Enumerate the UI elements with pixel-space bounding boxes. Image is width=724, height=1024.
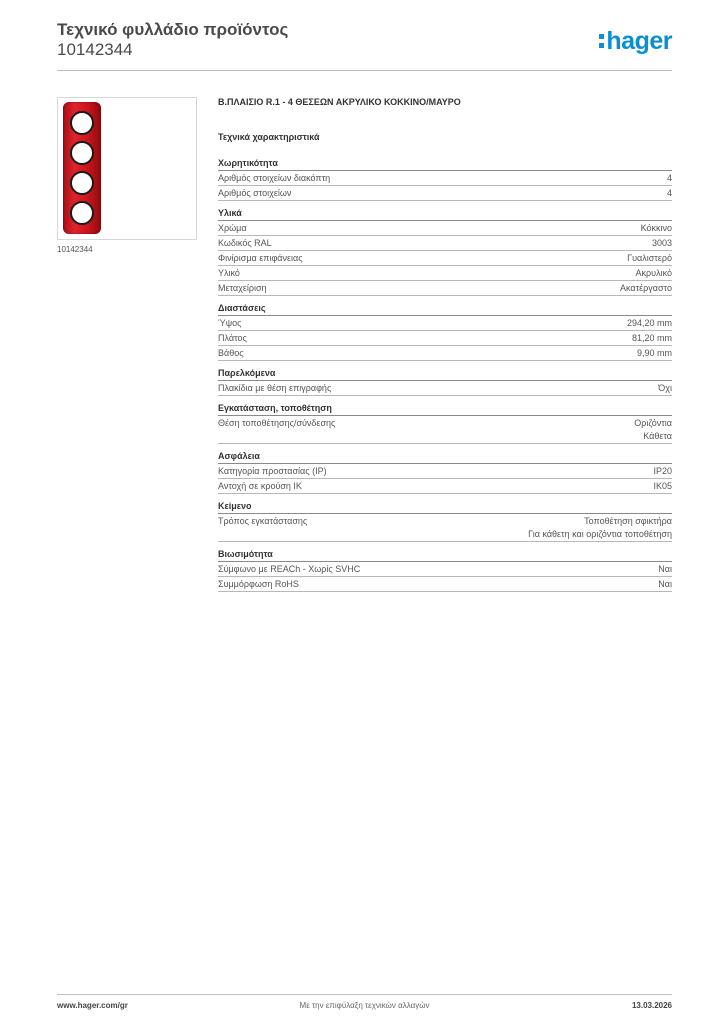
spec-value-line: 4 (666, 173, 672, 183)
spec-value (636, 267, 672, 280)
spec-section (218, 302, 672, 361)
spec-value (658, 563, 672, 576)
frame-opening (70, 111, 94, 135)
spec-row (218, 479, 672, 494)
frame-opening (70, 171, 94, 195)
spec-value-line: 9,90 mm (636, 348, 672, 358)
section-title: Υλικά (218, 207, 672, 221)
spec-value-line: Γυαλιστερό (627, 253, 672, 263)
spec-row (218, 236, 672, 251)
spec-row (218, 416, 672, 444)
spec-label: Συμμόρφωση RoHS (218, 579, 299, 589)
page-header (57, 20, 672, 71)
spec-value (641, 222, 672, 235)
spec-label: Υλικό (218, 268, 240, 278)
section-title: Χωρητικότητα (218, 157, 672, 171)
spec-label: Σύμφωνο με REACh - Χωρίς SVHC (218, 564, 361, 574)
spec-row (218, 186, 672, 201)
spec-label: Βάθος (218, 348, 244, 358)
spec-section (218, 450, 672, 494)
spec-value (620, 282, 672, 295)
footer-disclaimer: Με την επιφύλαξη τεχνικών αλλαγών (299, 1001, 430, 1010)
spec-value (627, 252, 672, 265)
section-title: Βιωσιμότητα (218, 548, 672, 562)
page-footer (57, 994, 672, 1015)
spec-row (218, 316, 672, 331)
spec-value (632, 332, 672, 345)
spec-label: Κατηγορία προστασίας (IP) (218, 466, 327, 476)
spec-value-line: Κάθετα (643, 431, 672, 441)
spec-label: Πλακίδια με θέση επιγραφής (218, 383, 332, 393)
hager-logo[interactable] (599, 28, 672, 54)
spec-value-line: IP20 (653, 466, 672, 476)
spec-value (528, 515, 672, 541)
footer-website[interactable]: www.hager.com/gr (57, 1001, 128, 1010)
spec-row (218, 251, 672, 266)
spec-label: Αριθμός στοιχείων διακόπτη (218, 173, 331, 183)
spec-row (218, 346, 672, 361)
spec-label: Τρόπος εγκατάστασης (218, 516, 308, 526)
product-code: 10142344 (57, 40, 133, 59)
document-title: Τεχνικό φυλλάδιο προϊόντος (57, 20, 289, 39)
spec-value-line: 4 (666, 188, 672, 198)
spec-label: Πλάτος (218, 333, 247, 343)
spec-value-line: Ναι (658, 579, 672, 589)
spec-value-line: Όχι (658, 383, 672, 393)
spec-content (218, 96, 672, 598)
spec-label: Θέση τοποθέτησης/σύνδεσης (218, 418, 336, 428)
spec-label: Φινίρισμα επιφάνειας (218, 253, 303, 263)
spec-label: Κωδικός RAL (218, 238, 272, 248)
spec-value-line: 3003 (651, 238, 672, 248)
spec-label: Ύψος (218, 318, 242, 328)
spec-label: Χρώμα (218, 223, 247, 233)
frame-opening (70, 141, 94, 165)
spec-value-line: Ναι (658, 564, 672, 574)
tech-specs-heading: Τεχνικά χαρακτηριστικά (218, 132, 320, 142)
spec-section (218, 402, 672, 444)
image-caption: 10142344 (57, 245, 93, 254)
logo-text: hager (606, 27, 672, 55)
spec-value (627, 317, 672, 330)
frame-opening (70, 201, 94, 225)
spec-row (218, 577, 672, 592)
spec-label: Αντοχή σε κρούση IK (218, 481, 302, 491)
spec-row (218, 514, 672, 542)
spec-value (652, 237, 672, 250)
spec-value-line: Ακατέργαστο (620, 283, 672, 293)
spec-value-line: IK05 (653, 481, 672, 491)
spec-value-line: Ακρυλικό (635, 268, 672, 278)
spec-value (634, 417, 672, 443)
spec-value-line: Τοποθέτηση σφικτήρα (584, 516, 672, 526)
spec-section (218, 207, 672, 296)
spec-row (218, 171, 672, 186)
spec-row (218, 281, 672, 296)
spec-value-line: 81,20 mm (631, 333, 672, 343)
section-title: Κείμενο (218, 500, 672, 514)
cover-frame-image (63, 102, 101, 234)
spec-value (658, 382, 672, 395)
footer-date: 13.03.2026 (631, 1001, 672, 1010)
spec-label: Αριθμός στοιχείων (218, 188, 292, 198)
spec-row (218, 266, 672, 281)
product-image (57, 97, 197, 240)
spec-value-line: Κόκκινο (640, 223, 672, 233)
spec-value-line: 294,20 mm (626, 318, 672, 328)
spec-row (218, 381, 672, 396)
section-title: Διαστάσεις (218, 302, 672, 316)
section-title: Ασφάλεια (218, 450, 672, 464)
spec-value (667, 187, 672, 200)
spec-section (218, 548, 672, 592)
spec-row (218, 331, 672, 346)
spec-section (218, 157, 672, 201)
spec-label: Μεταχείριση (218, 283, 267, 293)
spec-value-line: Οριζόντια (634, 418, 672, 428)
spec-value (653, 480, 672, 493)
spec-row (218, 562, 672, 577)
section-title: Εγκατάσταση, τοποθέτηση (218, 402, 672, 416)
spec-value (653, 465, 672, 478)
spec-section (218, 367, 672, 396)
spec-value (667, 172, 672, 185)
spec-sections (218, 157, 672, 592)
logo-dots-icon (599, 34, 604, 48)
spec-value-line: Για κάθετη και οριζόντια τοποθέτηση (528, 529, 672, 539)
spec-value (658, 578, 672, 591)
spec-value (637, 347, 672, 360)
spec-section (218, 500, 672, 542)
spec-row (218, 221, 672, 236)
product-name: Β.ΠΛΑΙΣΙΟ R.1 - 4 ΘΕΣΕΩΝ ΑΚΡΥΛΙΚΟ ΚΟΚΚΙΝΟ/ΜΑΥΡΟ (218, 97, 461, 107)
spec-row (218, 464, 672, 479)
section-title: Παρελκόμενα (218, 367, 672, 381)
